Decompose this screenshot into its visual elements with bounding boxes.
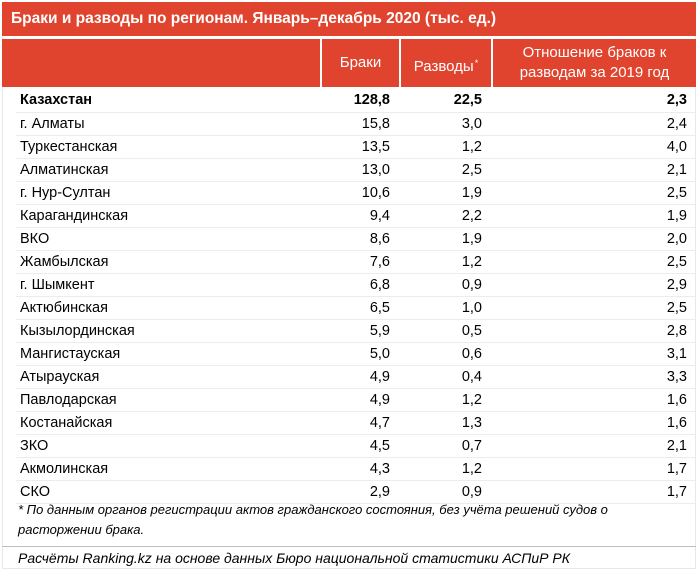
region-cell: Казахстан: [16, 89, 320, 112]
table-row: [16, 388, 696, 411]
region-cell: Актюбинская: [16, 296, 320, 319]
ratio-cell: 2,5: [491, 250, 696, 273]
divorces-cell: 0,6: [399, 342, 491, 365]
marriages-cell: 2,9: [320, 480, 399, 503]
ratio-cell: 1,6: [491, 388, 696, 411]
table-row: [16, 365, 696, 388]
marriages-cell: 8,6: [320, 227, 399, 250]
ratio-cell: 4,0: [491, 135, 696, 158]
ratio-cell: 3,3: [491, 365, 696, 388]
marriages-cell: 9,4: [320, 204, 399, 227]
marriages-cell: 4,7: [320, 411, 399, 434]
table-row: [16, 250, 696, 273]
ratio-cell: 2,9: [491, 273, 696, 296]
ratio-cell: 1,7: [491, 457, 696, 480]
source-line: Расчёты Ranking.kz на основе данных Бюро национальной статистики АСПиР РК: [2, 546, 696, 570]
region-cell: Карагандинская: [16, 204, 320, 227]
header-divorces-label: Разводы: [413, 58, 474, 75]
marriages-cell: 7,6: [320, 250, 399, 273]
table-row: [16, 457, 696, 480]
marriages-cell: 4,9: [320, 388, 399, 411]
marriages-cell: 4,5: [320, 434, 399, 457]
region-cell: Кызылординская: [16, 319, 320, 342]
table-row: [16, 158, 696, 181]
data-table: [16, 89, 696, 504]
divorces-cell: 0,5: [399, 319, 491, 342]
table-row: [16, 112, 696, 135]
marriages-cell: 15,8: [320, 112, 399, 135]
marriages-cell: 128,8: [320, 89, 399, 112]
table-row: [16, 135, 696, 158]
ratio-cell: 1,7: [491, 480, 696, 503]
table-row-total: [16, 89, 696, 112]
divorces-cell: 1,2: [399, 250, 491, 273]
marriages-cell: 10,6: [320, 181, 399, 204]
table-row: [16, 181, 696, 204]
region-cell: Атырауская: [16, 365, 320, 388]
ratio-cell: 1,6: [491, 411, 696, 434]
region-cell: ЗКО: [16, 434, 320, 457]
header-divorces: [401, 39, 491, 87]
ratio-cell: 2,4: [491, 112, 696, 135]
ratio-cell: 2,1: [491, 434, 696, 457]
table-row: [16, 204, 696, 227]
region-cell: Павлодарская: [16, 388, 320, 411]
header-ratio-line1: Отношение браков к: [522, 44, 667, 61]
divorces-cell: 1,2: [399, 388, 491, 411]
table-row: [16, 434, 696, 457]
divorces-cell: 0,9: [399, 273, 491, 296]
ratio-cell: 1,9: [491, 204, 696, 227]
region-cell: Алматинская: [16, 158, 320, 181]
table-row: [16, 411, 696, 434]
divorces-cell: 1,9: [399, 181, 491, 204]
divorces-cell: 22,5: [399, 89, 491, 112]
divorces-cell: 2,5: [399, 158, 491, 181]
divorces-cell: 1,3: [399, 411, 491, 434]
ratio-cell: 3,1: [491, 342, 696, 365]
divorces-cell: 1,2: [399, 135, 491, 158]
marriages-cell: 4,3: [320, 457, 399, 480]
footnote-mark: *: [474, 58, 479, 68]
ratio-cell: 2,8: [491, 319, 696, 342]
divorces-cell: 1,2: [399, 457, 491, 480]
region-cell: ВКО: [16, 227, 320, 250]
region-cell: Акмолинская: [16, 457, 320, 480]
marriages-cell: 5,0: [320, 342, 399, 365]
region-cell: Жамбылская: [16, 250, 320, 273]
marriages-cell: 4,9: [320, 365, 399, 388]
table-row: [16, 227, 696, 250]
table-row: [16, 342, 696, 365]
divorces-cell: 0,4: [399, 365, 491, 388]
marriages-cell: 6,8: [320, 273, 399, 296]
marriages-cell: 13,0: [320, 158, 399, 181]
ratio-cell: 2,3: [491, 89, 696, 112]
ratio-cell: 2,5: [491, 181, 696, 204]
header-ratio-line2: разводам за 2019 год: [519, 64, 670, 81]
ratio-cell: 2,0: [491, 227, 696, 250]
divorces-cell: 0,9: [399, 480, 491, 503]
region-cell: г. Алматы: [16, 112, 320, 135]
table-title: Браки и разводы по регионам. Январь–декабрь 2020 (тыс. ед.): [2, 2, 696, 36]
table-row: [16, 273, 696, 296]
divorces-cell: 3,0: [399, 112, 491, 135]
ratio-cell: 2,1: [491, 158, 696, 181]
table-row: [16, 319, 696, 342]
region-cell: г. Шымкент: [16, 273, 320, 296]
region-cell: Мангистауская: [16, 342, 320, 365]
header-region-cell: [2, 39, 320, 87]
ratio-cell: 2,5: [491, 296, 696, 319]
footnote: * По данным органов регистрации актов гражданского состояния, без учёта решений судов о расторжении брака.: [18, 502, 608, 537]
divorces-cell: 1,9: [399, 227, 491, 250]
header-ratio: [493, 39, 696, 87]
divorces-cell: 1,0: [399, 296, 491, 319]
marriages-cell: 6,5: [320, 296, 399, 319]
divorces-cell: 2,2: [399, 204, 491, 227]
table-row: [16, 296, 696, 319]
header-marriages: Браки: [322, 39, 399, 87]
divorces-cell: 0,7: [399, 434, 491, 457]
region-cell: Костанайская: [16, 411, 320, 434]
region-cell: СКО: [16, 480, 320, 503]
marriages-cell: 5,9: [320, 319, 399, 342]
marriages-cell: 13,5: [320, 135, 399, 158]
region-cell: Туркестанская: [16, 135, 320, 158]
region-cell: г. Нур-Султан: [16, 181, 320, 204]
